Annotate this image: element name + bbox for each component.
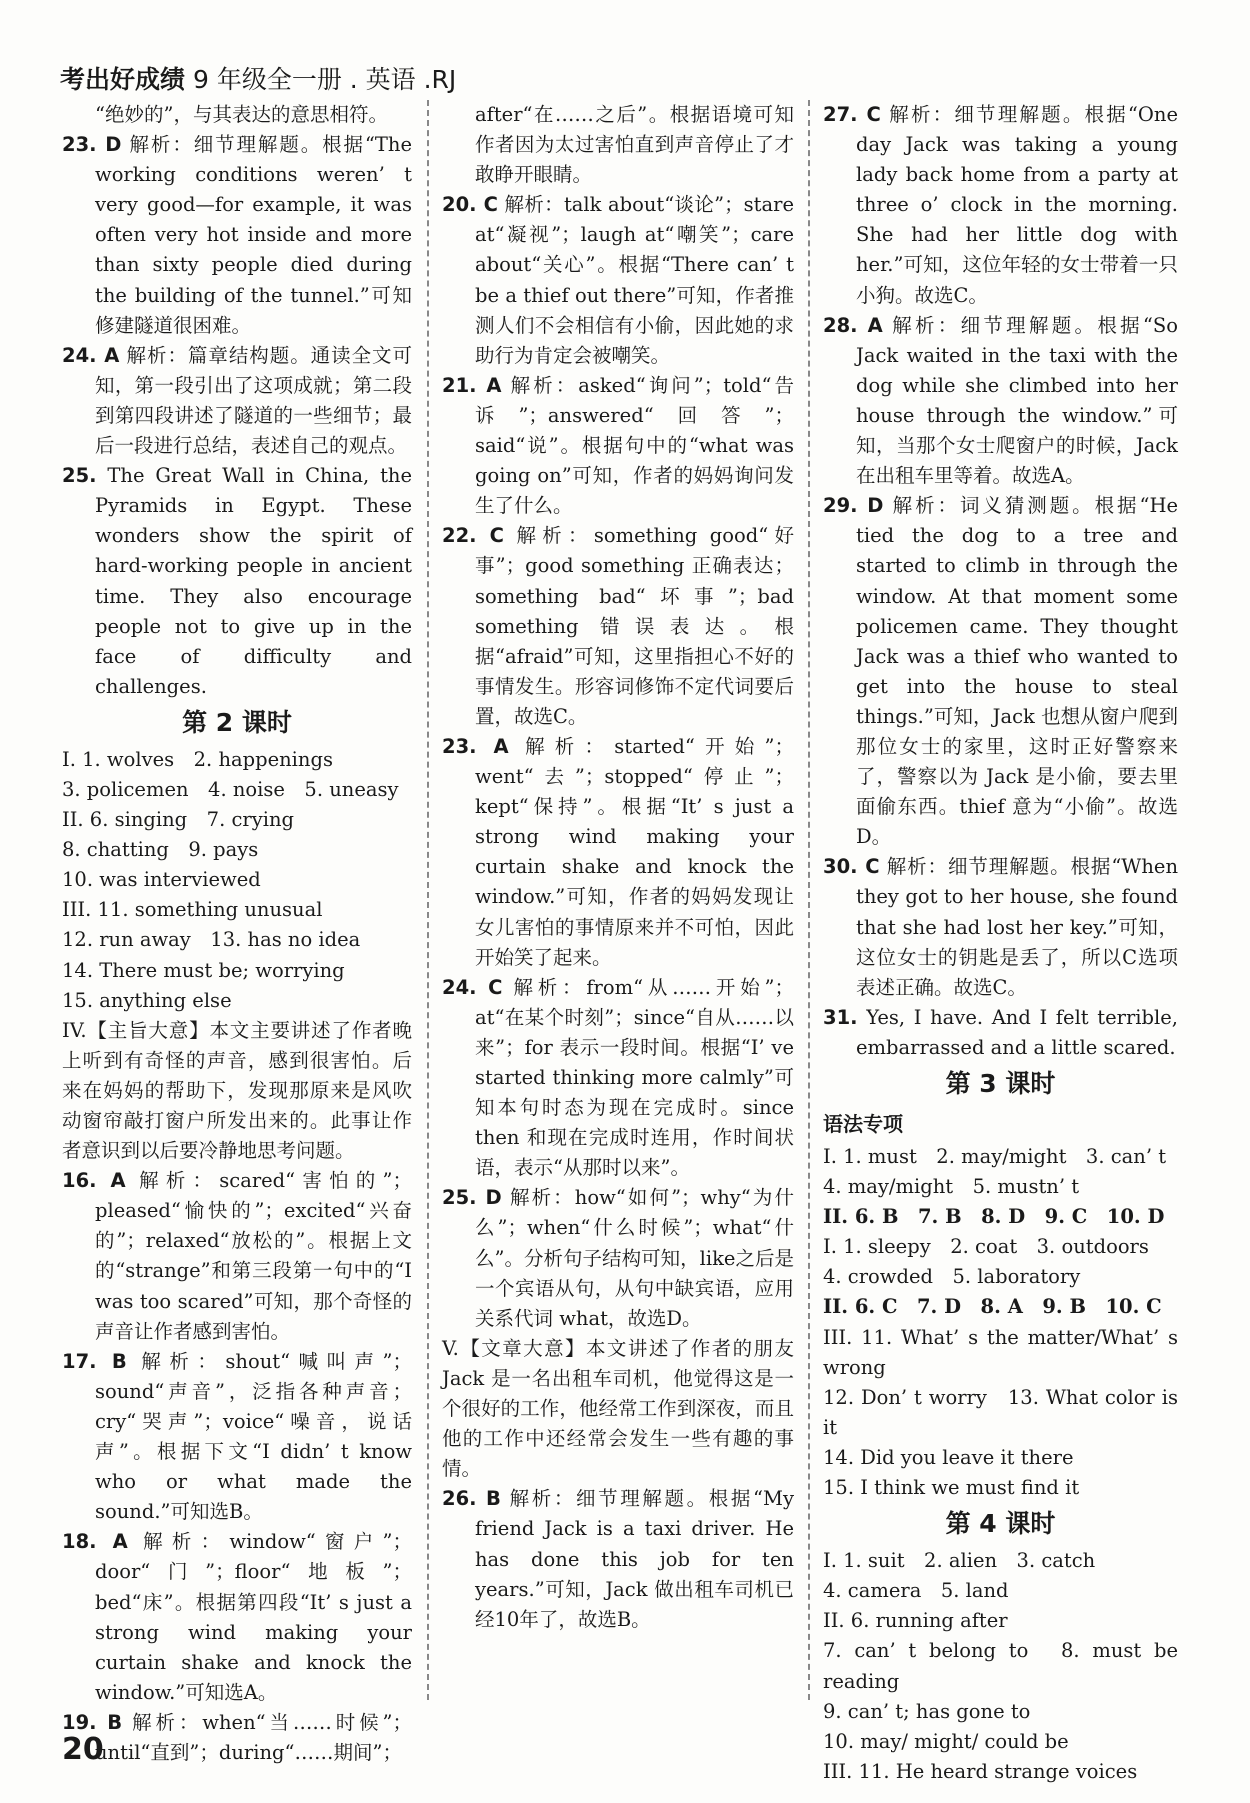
answer-line (823, 1232, 1178, 1262)
question-number: 23. A (442, 734, 509, 758)
question-number: 19. B (62, 1710, 123, 1734)
answer-item (62, 1527, 412, 1708)
question-number: 30. C (823, 855, 880, 879)
answer-text: 解析：细节理解题。根据“The working conditions weren’ t very good—for example, it was often very hot inside and more than sixty people died during the building of the tunnel.”可知修建隧道很困难。 (95, 133, 412, 337)
answer-line (823, 1202, 1178, 1232)
column-divider (808, 100, 810, 1700)
answer-line (823, 1636, 1178, 1696)
answer-line (62, 986, 412, 1016)
answer-text: I. 1. wolves 2. happenings (62, 747, 333, 771)
answer-text: 解析：细节理解题。根据“So Jack waited in the taxi with the dog while she climbed into her house through the window.”可知，当那个女士爬窗户的时候，Jack 在出租车里等着。故选A。 (856, 313, 1178, 488)
answer-text: III. 11. something unusual (62, 898, 323, 922)
answer-line (62, 745, 412, 775)
answer-text: IV.【主旨大意】本文主要讲述了作者晚上听到有奇怪的声音，感到很害怕。后来在妈妈的帮助下，发现那原来是风吹动窗帘敲打窗户所发出来的。此事让作者意识到以后要冷静地思考问题。 (62, 1018, 412, 1163)
section-heading: 第 4 课时 (945, 1509, 1056, 1539)
question-number: 27. C (823, 103, 881, 126)
answer-text: 解析：asked“询问”；told“告诉”；answered“回答”；said“说”。根据句中的“what was going on”可知，作者的妈妈询问发生了什么。 (475, 373, 794, 518)
question-number: 20. C (442, 193, 498, 217)
answer-item (442, 1484, 794, 1634)
answer-text: II. 6. singing 7. crying (62, 808, 295, 832)
answer-line (62, 1016, 412, 1166)
answer-text: 15. anything else (62, 988, 232, 1012)
answer-text: 解析：shout“喊叫声”；sound“声音”，泛指各种声音；cry“哭声”；voice“噪音，说话声”。根据下文“I didn’ t know who or what made the sound.”可知选B。 (95, 1349, 413, 1524)
question-number: 24. A (62, 343, 120, 367)
column-divider (427, 100, 429, 1700)
answer-text: I. 1. sleepy 2. coat 3. outdoors (823, 1235, 1149, 1259)
answer-text: II. 6. C 7. D 8. A 9. B 10. C (823, 1295, 1162, 1319)
question-number: 18. A (62, 1530, 128, 1554)
answer-text: 解析：when“当……时候”；until“直到”；during“……期间”； (95, 1710, 412, 1764)
answer-text: 3. policemen 4. noise 5. uneasy (62, 777, 399, 801)
answer-text: 10. was interviewed (62, 868, 261, 892)
answer-line (62, 895, 412, 925)
answer-text: 8. chatting 9. pays (62, 838, 259, 862)
answer-line (823, 1323, 1178, 1383)
answer-item (442, 1183, 794, 1333)
question-number: 24. C (442, 975, 503, 999)
answer-column-3 (823, 100, 1179, 1783)
answer-item (442, 371, 794, 521)
answer-line (823, 1292, 1178, 1322)
answer-item (823, 1003, 1178, 1063)
subsection-heading: 语法专项 (823, 1112, 903, 1136)
answer-text: 7. can’ t belong to 8. must be reading (823, 1639, 1178, 1693)
question-number: 28. A (823, 313, 883, 337)
answer-text: 解析：started“开始”；went“去”；stopped“停止”；kept“保持”。根据“It’ s just a strong wind making your curtain shake and knock the window.”可知，作者的妈妈发现让女儿害怕的事情原来并不可怕，因此开始笑了起来。 (475, 734, 794, 969)
answer-item (62, 1708, 412, 1768)
answer-text: 解析：how“如何”；why“为什么”；when“什么时候”；what“什么”。分析句子结构可知，like之后是一个宾语从句，从句中缺宾语，应用关系代词 what，故选D。 (475, 1186, 794, 1330)
question-number: 25. D (442, 1186, 502, 1210)
section-heading: 第 2 课时 (182, 707, 292, 737)
answer-item (62, 1347, 412, 1528)
answer-item (62, 130, 412, 341)
answer-text: 解析：词义猜测题。根据“He tied the dog to a tree and started to climb in through the window. At that moment some policemen came. They thought Jack was a thief who wanted to get into the house to steal things.”可知，Jack 也想从窗户爬到那位女士的家里，这时正好警察来了，警察以为 Jack 是小偷，要去里面偷东西。thief 意为“小偷”。故选D。 (856, 494, 1179, 849)
answer-line (823, 1172, 1178, 1202)
answer-line (62, 956, 412, 986)
book-subtitle: 9 年级全一册 . 英语 .RJ (185, 65, 457, 94)
answer-line (442, 100, 794, 190)
answer-line (823, 1262, 1178, 1292)
answer-text: 14. Did you leave it there (823, 1445, 1074, 1469)
answer-item (823, 852, 1178, 1002)
answer-text: III. 11. He heard strange voices (823, 1759, 1138, 1783)
section-heading: 第 3 课时 (945, 1069, 1056, 1098)
answer-text: 4. camera 5. land (823, 1579, 1009, 1603)
answer-text: “绝妙的”，与其表达的意思相符。 (95, 103, 388, 126)
page-header (60, 60, 456, 96)
answer-item (823, 491, 1178, 852)
answer-text: 4. crowded 5. laboratory (823, 1265, 1081, 1289)
answer-line (823, 1757, 1178, 1787)
question-number: 23. D (62, 133, 122, 157)
answer-line (823, 1443, 1178, 1473)
answer-text: 解析：window“窗户”；door“门”；floor“地板”；bed“床”。根据第四段“It’ s just a strong wind making your curtain shake and knock the window.”可知选A。 (95, 1530, 412, 1704)
question-number: 17. B (62, 1349, 127, 1373)
question-number: 26. B (442, 1487, 501, 1511)
answer-item (442, 190, 794, 371)
answer-item (442, 732, 794, 973)
answer-text: 解析：细节理解题。根据“One day Jack was taking a young lady back home from a party at three o’ clock in the morning. She had her little dog with her.”可知，这位年轻的女士带着一只小狗。故选C。 (856, 103, 1178, 307)
answer-text: 解析：scared“害怕的”；pleased“愉快的”；excited“兴奋的”；relaxed“放松的”。根据上文的“strange”和第三段第一句中的“I was too scared”可知，那个奇怪的声音让作者感到害怕。 (95, 1169, 412, 1343)
answer-line (823, 1142, 1178, 1172)
answer-column-2 (442, 100, 794, 1700)
answer-text: 12. Don’ t worry 13. What color is it (823, 1385, 1178, 1439)
answer-text: I. 1. suit 2. alien 3. catch (823, 1549, 1096, 1573)
answer-item (442, 973, 794, 1184)
answer-text: 解析：细节理解题。根据“When they got to her house, she found that she had lost her key.”可知，这位女士的钥匙是丢了，所以C选项表述正确。故选C。 (856, 855, 1179, 999)
answer-text: 15. I think we must find it (823, 1476, 1080, 1500)
answer-text: 4. may/might 5. mustn’ t (823, 1175, 1080, 1199)
answer-text: 解析：细节理解题。根据“My friend Jack is a taxi driver. He has done this job for ten years.”可知，Jack 做出租车司机已经10年了，故选B。 (475, 1487, 794, 1631)
answer-line (823, 1576, 1178, 1606)
page-number: 20 (62, 1732, 104, 1767)
question-number: 22. C (442, 524, 504, 548)
answer-line (442, 1334, 794, 1484)
answer-line (62, 835, 412, 865)
answer-text: I. 1. must 2. may/might 3. can’ t (823, 1145, 1167, 1168)
question-number: 31. (823, 1005, 858, 1029)
answer-text: V.【文章大意】本文讲述了作者的朋友 Jack 是一名出租车司机，他觉得这是一个很好的工作，他经常工作到深夜，而且他的工作中还经常会发生一些有趣的事情。 (442, 1336, 794, 1481)
answer-text: 14. There must be; worrying (62, 958, 345, 982)
answer-line (823, 1546, 1178, 1576)
question-number: 29. D (823, 494, 884, 518)
answer-text: 9. can’ t; has gone to (823, 1699, 1031, 1723)
answer-text: II. 6. B 7. B 8. D 9. C 10. D (823, 1205, 1165, 1229)
answer-line (62, 100, 412, 130)
question-number: 25. (62, 464, 97, 488)
answer-text: after“在……之后”。根据语境可知作者因为太过害怕直到声音停止了才敢睁开眼睛。 (475, 103, 794, 187)
answer-line (823, 1473, 1178, 1503)
answer-line (823, 1606, 1178, 1636)
answer-text: 解析：from“从……开始”；at“在某个时刻”；since“自从……以来”；for 表示一段时间。根据“I’ ve started thinking more calmly”可知本句时态为现在完成时。since then 和现在完成时连用，作时间状语，表示“从那时以来”。 (475, 975, 794, 1180)
answer-item (823, 100, 1178, 311)
answer-item (823, 311, 1178, 492)
answer-line (62, 775, 412, 805)
question-number: 21. A (442, 373, 502, 397)
answer-text: 10. may/ might/ could be (823, 1729, 1069, 1753)
answer-text: 解析：something good“好事”；good something 正确表达；something bad“坏事”；bad something 错误表达。根据“afraid”可知，这里指担心不好的事情发生。形容词修饰不定代词要后置，故选C。 (475, 524, 794, 728)
answer-text: Yes, I have. And I felt terrible, embarrassed and a little scared. (856, 1005, 1178, 1059)
answer-item (442, 521, 794, 732)
answer-line (62, 925, 412, 955)
answer-item (62, 341, 412, 461)
answer-item (62, 461, 412, 702)
answer-text: II. 6. running after (823, 1609, 1008, 1633)
book-brand: 考出好成绩 (60, 65, 186, 94)
answer-text: III. 11. What’ s the matter/What’ s wrong (823, 1325, 1178, 1379)
answer-line (823, 1727, 1178, 1757)
question-number: 16. A (62, 1169, 126, 1193)
answer-text: 12. run away 13. has no idea (62, 928, 361, 952)
answer-line (62, 805, 412, 835)
answer-text: 解析：篇章结构题。通读全文可知，第一段引出了这项成就；第二段到第四段讲述了隧道的一些细节；最后一段进行总结，表述自己的观点。 (95, 343, 412, 458)
answer-text: The Great Wall in China, the Pyramids in Egypt. These wonders show the spirit of hard-working people in ancient time. They also encourage people not to give up in the face of difficulty and challenges. (95, 464, 413, 698)
answer-line (823, 1697, 1178, 1727)
answer-text: 解析：talk about“谈论”；stare at“凝视”；laugh at“嘲笑”；care about“关心”。根据“There can’ t be a thief out there”可知，作者推测人们不会相信有小偷，因此她的求助行为肯定会被嘲笑。 (475, 193, 794, 367)
answer-line (823, 1383, 1178, 1443)
answer-line (62, 865, 412, 895)
answer-item (62, 1166, 412, 1347)
